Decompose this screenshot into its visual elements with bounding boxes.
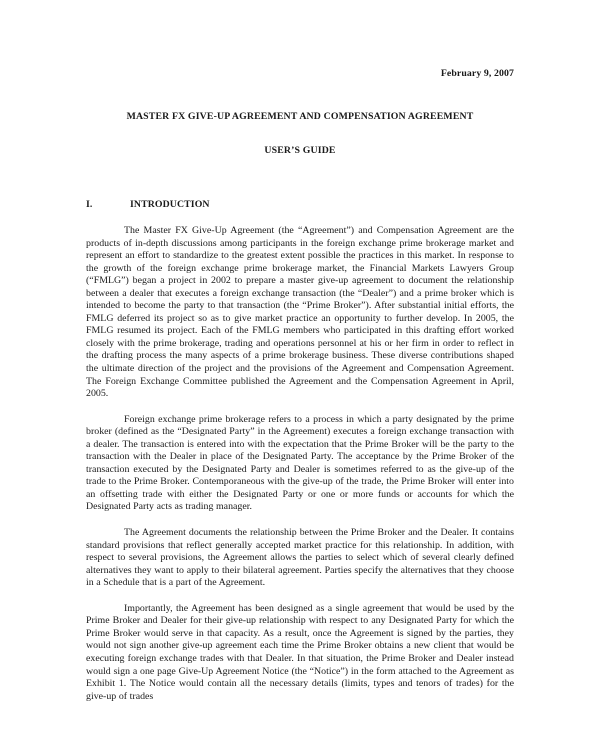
- section-number: I.: [86, 199, 93, 210]
- body-paragraph: The Agreement documents the relationship between the Prime Broker and the Dealer. It contains standard provisions that reflect generally accepted market practice for this relationship. In addition, with respect to several provisions, the Agreement allows the parties to select which of several clearly defined alternatives they want to apply to their bilateral agreement. Parties specify the alternatives that they choose in a Schedule that is a part of the Agreement.: [86, 527, 514, 589]
- document-subtitle: USER’S GUIDE: [264, 145, 336, 156]
- body-paragraph: Importantly, the Agreement has been designed as a single agreement that would be used by the Prime Broker and Dealer for their give-up relationship with respect to any Designated Party for which the Prime Broker would serve in that capacity. As a result, once the Agreement is signed by the parties, they would not sign another give-up agreement each time the Prime Broker obtains a new client that would be executing foreign exchange trades with that Dealer. In that situation, the Prime Broker and Dealer instead would sign a one page Give-Up Agreement Notice (the “Notice”) in the form attached to the Agreement as Exhibit 1. The Notice would contain all the necessary details (limits, types and tenors of trades) for the give-up of trades: [86, 602, 514, 702]
- document-date: February 9, 2007: [440, 68, 514, 79]
- section-title: INTRODUCTION: [130, 199, 210, 210]
- body-paragraph: The Master FX Give-Up Agreement (the “Agreement”) and Compensation Agreement are the products of in-depth discussions among participants in the foreign exchange prime brokerage market and represent an effort to standardize to the greatest extent possible the practices in this market. In response to the growth of the foreign exchange prime brokerage market, the Financial Markets Lawyers Group (“FMLG”) began a project in 2002 to prepare a master give-up agreement to document the relationship between a dealer that executes a foreign exchange transaction (the “Dealer”) and a prime broker which is intended to become the party to that transaction (the “Prime Broker”). After substantial initial efforts, the FMLG deferred its project so as to give market practice an opportunity to further develop. In 2005, the FMLG resumed its project. Each of the FMLG members who participated in this drafting effort worked closely with the prime brokerage, trading and operations personnel at his or her firm in order to reflect in the drafting process the many aspects of a prime brokerage business. These diverse contributions shaped the ultimate direction of the project and the provisions of the Agreement and Compensation Agreement. The Foreign Exchange Committee published the Agreement and the Compensation Agreement in April, 2005.: [86, 225, 514, 400]
- document-title: MASTER FX GIVE-UP AGREEMENT AND COMPENSATION AGREEMENT: [126, 111, 474, 122]
- section-heading-introduction: [86, 199, 514, 211]
- page-content-column: [86, 0, 514, 703]
- body-paragraph: Foreign exchange prime brokerage refers to a process in which a party designated by the prime broker (defined as the “Designated Party” in the Agreement) executes a foreign exchange transaction with a dealer. The transaction is entered into with the expectation that the Prime Broker will be the party to the transaction with the Dealer in place of the Designated Party. The acceptance by the Prime Broker of the transaction executed by the Designated Party and Dealer is sometimes referred to as the give-up of the trade to the Prime Broker. Contemporaneous with the give-up of the trade, the Prime Broker will enter into an offsetting trade with either the Designated Party or one or more funds or accounts for which the Designated Party acts as trading manager.: [86, 413, 514, 513]
